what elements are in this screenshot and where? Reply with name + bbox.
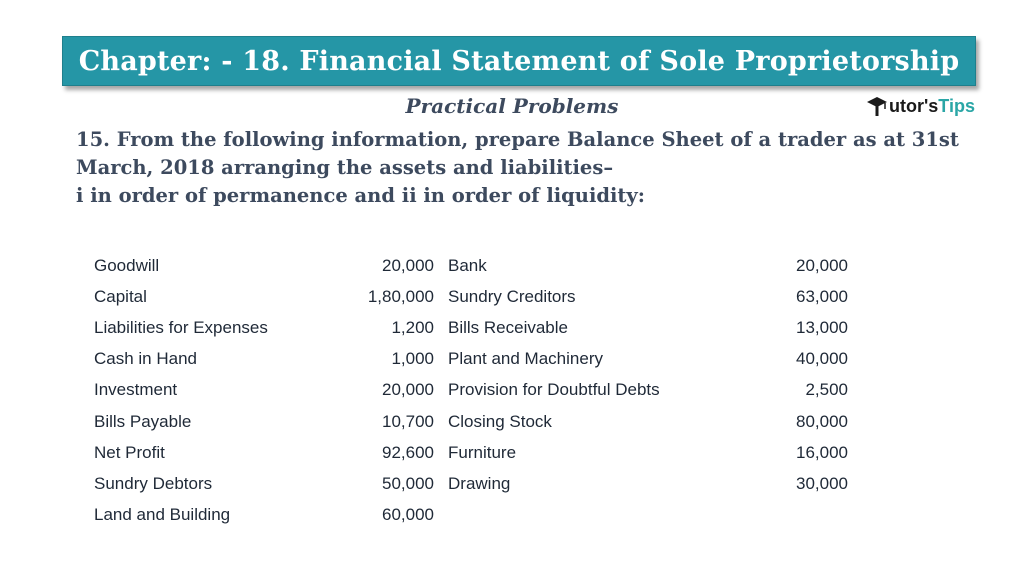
graduation-cap-icon — [866, 95, 888, 117]
table-row — [94, 406, 848, 437]
section-subtitle: Practical Problems — [405, 94, 619, 118]
question-line-1: 15. From the following information, prepare Balance Sheet of a trader as at 31st — [76, 128, 959, 151]
left-item-value: 92,600 — [382, 442, 434, 462]
left-item-label: Liabilities for Expenses — [94, 317, 268, 337]
logo-text-part1: utor's — [889, 95, 939, 116]
table-row — [94, 500, 848, 531]
left-item-label: Investment — [94, 380, 178, 400]
right-item-value: 2,500 — [805, 380, 848, 400]
left-item-label: Bills Payable — [94, 411, 192, 431]
left-item-value: 60,000 — [382, 505, 434, 525]
right-item-label: Closing Stock — [448, 411, 552, 431]
right-item-label: Bank — [448, 255, 487, 275]
left-item-value: 10,700 — [382, 411, 434, 431]
right-item-label: Drawing — [448, 473, 511, 493]
logo-text-part2: Tips — [938, 95, 975, 116]
right-item-label: Plant and Machinery — [448, 349, 603, 369]
chapter-title: Chapter: - 18. Financial Statement of Sole Proprietorship — [78, 45, 960, 77]
question-text — [76, 126, 976, 210]
right-item-value: 30,000 — [796, 473, 848, 493]
left-item-label: Net Profit — [94, 442, 165, 462]
right-item-value: 13,000 — [796, 317, 848, 337]
right-item-value: 63,000 — [796, 286, 848, 306]
left-item-label: Cash in Hand — [94, 349, 198, 369]
right-item-label: Furniture — [448, 442, 517, 462]
left-item-value: 1,000 — [391, 349, 434, 369]
left-item-label: Sundry Debtors — [94, 473, 213, 493]
left-item-value: 50,000 — [382, 473, 434, 493]
table-row — [94, 468, 848, 499]
question-line-2: March, 2018 arranging the assets and liabilities– — [76, 156, 614, 179]
tutors-tips-logo — [866, 92, 975, 120]
question-line-3: i in order of permanence and ii in order of liquidity: — [76, 184, 645, 207]
table-row — [94, 344, 848, 375]
left-item-value: 1,80,000 — [367, 286, 434, 306]
table-row — [94, 375, 848, 406]
right-item-value: 16,000 — [796, 442, 848, 462]
left-item-label: Capital — [94, 286, 147, 306]
right-item-value: 20,000 — [796, 255, 848, 275]
left-item-label: Goodwill — [94, 255, 160, 275]
table-row — [94, 312, 848, 343]
right-item-label: Provision for Doubtful Debts — [448, 380, 660, 400]
right-item-value: 80,000 — [796, 411, 848, 431]
balances-table — [94, 250, 848, 531]
chapter-title-banner — [62, 36, 976, 86]
left-item-value: 20,000 — [382, 255, 434, 275]
left-item-label: Land and Building — [94, 505, 231, 525]
right-item-value: 40,000 — [796, 349, 848, 369]
left-item-value: 20,000 — [382, 380, 434, 400]
table-row — [94, 250, 848, 281]
right-item-label: Bills Receivable — [448, 317, 568, 337]
right-item-label: Sundry Creditors — [448, 286, 576, 306]
table-row — [94, 437, 848, 468]
table-row — [94, 281, 848, 312]
left-item-value: 1,200 — [391, 317, 434, 337]
